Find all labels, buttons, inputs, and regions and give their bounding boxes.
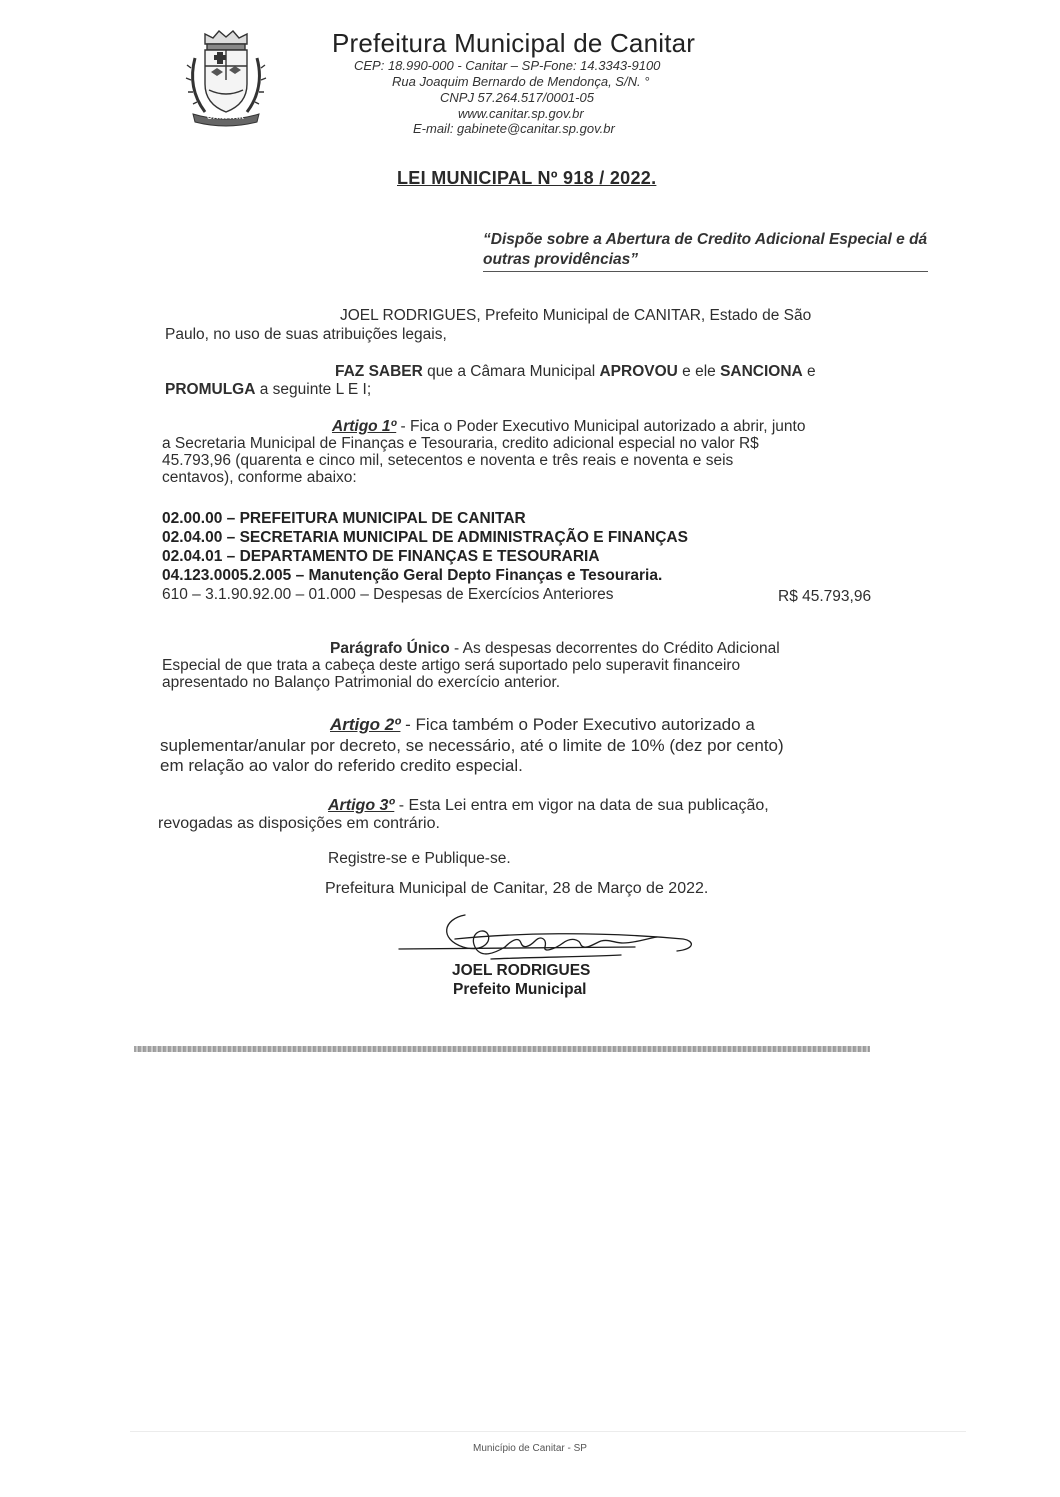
artigo-2-label: Artigo 2º [330, 715, 401, 734]
registre-publique: Registre-se e Publique-se. [328, 850, 511, 867]
letterhead-cnpj: CNPJ 57.264.517/0001-05 [440, 90, 594, 105]
artigo-1-line-4: centavos), conforme abaixo: [162, 469, 357, 486]
budget-code-line: 02.04.00 – SECRETARIA MUNICIPAL DE ADMINISTRAÇÃO E FINANÇAS [162, 529, 688, 546]
law-ementa: “Dispõe sobre a Abertura de Credito Adicional Especial e dá outras providências” [483, 231, 928, 268]
artigo-1-line-1: Artigo 1º - Fica o Poder Executivo Municipal autorizado a abrir, junto [332, 418, 806, 435]
signatory-name: JOEL RODRIGUES [452, 962, 591, 979]
page-divider [134, 1046, 870, 1052]
letterhead-title: Prefeitura Municipal de Canitar [332, 28, 696, 58]
budget-code-line: 02.00.00 – PREFEITURA MUNICIPAL DE CANITAR [162, 510, 526, 527]
letterhead-website: www.canitar.sp.gov.br [458, 106, 584, 121]
artigo-3-label: Artigo 3º [328, 797, 395, 814]
intro-line-1: JOEL RODRIGUES, Prefeito Municipal de CANITAR, Estado de São [340, 307, 812, 324]
budget-code-line: 04.123.0005.2.005 – Manutenção Geral Depto Finanças e Tesouraria. [162, 567, 663, 584]
paragrafo-unico-line-2: Especial de que trata a cabeça deste artigo será suportado pelo superavit financeiro [162, 657, 741, 674]
signatory-role: Prefeito Municipal [453, 981, 587, 998]
footer-divider [130, 1431, 966, 1432]
paragrafo-unico-label: Parágrafo Único [330, 640, 450, 657]
faz-saber-line-1: FAZ SABER que a Câmara Municipal APROVOU e ele SANCIONA e [335, 363, 816, 380]
paragrafo-unico-line-1: Parágrafo Único - As despesas decorrentes do Crédito Adicional [330, 640, 780, 657]
artigo-1-line-3: 45.793,96 (quarenta e cinco mil, setecentos e noventa e três reais e noventa e seis [162, 452, 734, 469]
letterhead-email: E-mail: gabinete@canitar.sp.gov.br [413, 121, 615, 136]
artigo-1-label: Artigo 1º [332, 418, 397, 435]
place-and-date: Prefeitura Municipal de Canitar, 28 de Março de 2022. [325, 880, 709, 897]
artigo-2-line-2: suplementar/anular por decreto, se necessário, até o limite de 10% (dez por cento) [160, 736, 784, 755]
mayor-name: JOEL RODRIGUES, [340, 307, 481, 324]
page-footer: Município de Canitar - SP [473, 1443, 587, 1454]
paragrafo-unico-line-3: apresentado no Balanço Patrimonial do exercício anterior. [162, 674, 561, 691]
intro-line-2: Paulo, no uso de suas atribuições legais, [165, 326, 447, 343]
artigo-3-line-2: revogadas as disposições em contrário. [158, 815, 440, 832]
letterhead-address: Rua Joaquim Bernardo de Mendonça, S/N. ° [392, 74, 650, 89]
crest-banner-text: CANITAR [207, 114, 245, 121]
artigo-2-line-3: em relação ao valor do referido credito especial. [160, 756, 523, 775]
law-title: LEI MUNICIPAL Nº 918 / 2022. [397, 168, 657, 188]
letterhead-cep-phone: CEP: 18.990-000 - Canitar – SP-Fone: 14.3343-9100 [354, 58, 661, 73]
artigo-1-line-2: a Secretaria Municipal de Finanças e Tesouraria, credito adicional especial no valor R$ [162, 435, 759, 452]
budget-code-line: 02.04.01 – DEPARTAMENTO DE FINANÇAS E TESOURARIA [162, 548, 600, 565]
artigo-2-line-1: Artigo 2º - Fica também o Poder Executivo autorizado a [330, 715, 755, 734]
ementa-underline [483, 271, 928, 272]
artigo-3-line-1: Artigo 3º - Esta Lei entra em vigor na data de sua publicação, [328, 797, 769, 814]
expense-description: 610 – 3.1.90.92.00 – 01.000 – Despesas de Exercícios Anteriores [162, 586, 614, 603]
faz-saber-line-2: PROMULGA a seguinte L E I; [165, 381, 372, 398]
expense-amount: R$ 45.793,96 [778, 588, 872, 605]
